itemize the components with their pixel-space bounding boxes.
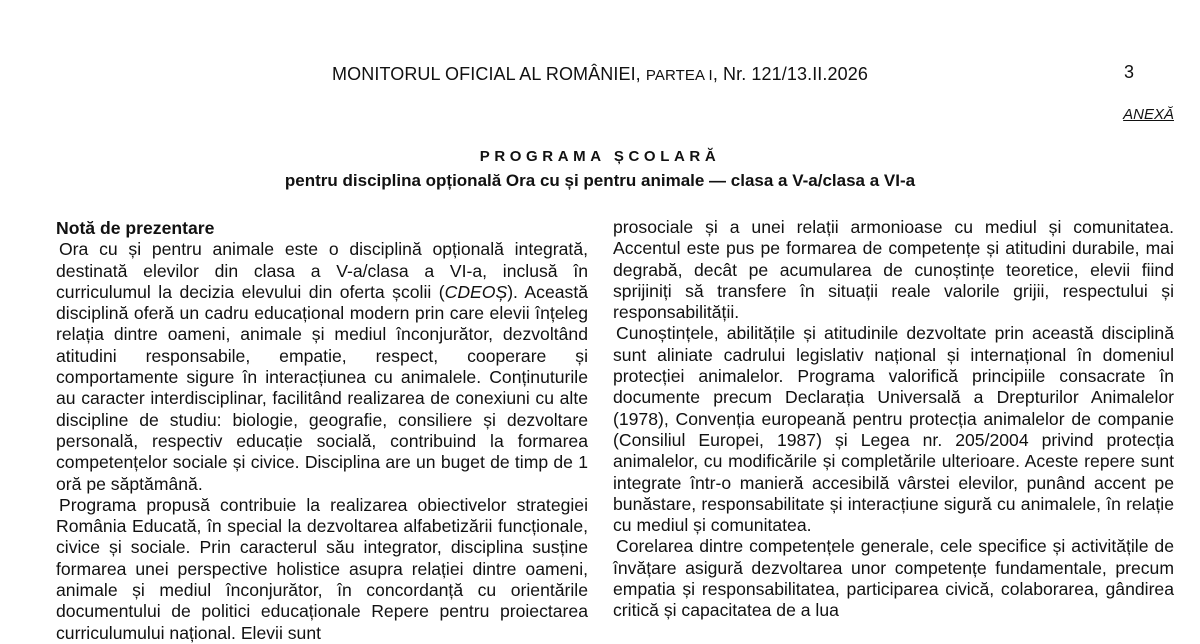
page-number: 3: [1124, 62, 1135, 82]
paragraph: Cunoștințele, abilitățile și atitudinile dezvoltate prin această disciplină sunt aliniate cadrului legislativ național și internațional în domeniul protecției animalelor. Programa valorifică principiile consacrate în documente precum Declarația Universală a Drepturilor Animalelor (1978), Convenția europeană pentru protecția animalelor de companie (Consiliul Europei, 1987) și Legea nr. 205/2004 privind protecția animalelor, cu modificările și completările ulterioare. Aceste repere sunt integrate într-o manieră accesibilă vârstei elevilor, punând accent pe bunăstare, responsabilitate și interacțiune sigură cu animalele, în relație cu mediul și comunitatea.: [613, 323, 1174, 536]
paragraph: prosociale și a unei relații armonioase cu mediul și comunitatea. Accentul este pus pe formarea de competențe și atitudini durabile, mai degrabă, decât pe acumularea de cunoștințe teoretice, elevii fiind sprijiniți să transfere în situații reale valorile grijii, respectului și responsabilității.: [613, 217, 1174, 323]
header-title-issue: , Nr. 121/13.II.2026: [712, 64, 868, 84]
paragraph: Corelarea dintre competențele generale, cele specifice și activitățile de învățare asigură dezvoltarea unor competențe fundamentale, precum empatia și responsabilitatea, participarea civică, colaborarea, gândirea critică și capacitatea de a lua: [613, 536, 1174, 621]
paragraph-text: ). Această disciplină oferă un cadru educațional modern prin care elevii înțeleg relația dintre oameni, animale și mediul înconjurător, dezvoltând atitudini responsabile, empatie, respect, cooperare și comportamente sigure în interacțiunea cu animalele. Conținuturile au caracter interdisciplinar, facilitând realizarea de conexiuni cu alte discipline de studiu: biologie, geografie, consiliere și dezvoltare personală, respectiv educație socială, contribuind la formarea competențelor sociale și civice. Disciplina are un buget de timp de 1 oră pe săptămână.: [56, 281, 588, 494]
header-title-part: PARTEA I: [645, 67, 713, 84]
left-column: [56, 218, 588, 644]
document-subtitle: pentru disciplina opțională Ora cu și pentru animale — clasa a V-a/clasa a VI-a: [284, 171, 916, 190]
annex-label: ANEXĂ: [1123, 106, 1174, 123]
right-column: [613, 217, 1174, 622]
header-title-main: MONITORUL OFICIAL AL ROMÂNIEI,: [332, 64, 646, 84]
paragraph: Programa propusă contribuie la realizarea obiectivelor strategiei România Educată, în special la dezvoltarea alfabetizării funcționale, civice și sociale. Prin caracterul său integrator, disciplina susține formarea unei perspective holistice asupra relației dintre oameni, animale și mediul înconjurător, în concordanță cu orientările documentului de politici educaționale Repere pentru proiectarea curriculumului național. Elevii sunt: [56, 494, 588, 643]
page-header-title: [0, 64, 1200, 85]
paragraph-text: Ora cu și pentru animale este o disciplină opțională integrată, destinată elevilor din clasa a V-a/clasa a VI-a, inclusă în curriculumul la decizia elevului din oferta școlii (: [56, 239, 588, 302]
abbreviation: CDEOȘ: [444, 281, 508, 302]
section-heading: Notă de prezentare: [56, 218, 215, 238]
document-title: PROGRAMA ȘCOLARĂ: [479, 148, 721, 165]
paragraph: [56, 239, 588, 495]
